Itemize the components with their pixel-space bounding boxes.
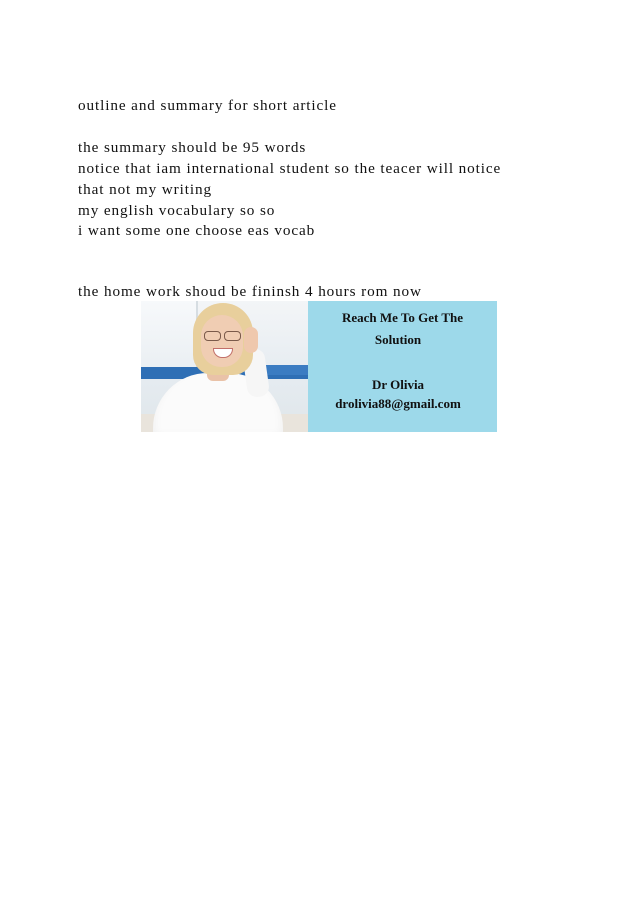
text-line-title: outline and summary for short article bbox=[78, 97, 337, 114]
text-line-international-student: notice that iam international student so the teacer will notice bbox=[78, 160, 502, 177]
contact-headline-line1: Reach Me To Get The bbox=[341, 310, 464, 325]
photo-hand bbox=[244, 327, 258, 353]
photo-board-right bbox=[261, 365, 308, 375]
tutor-photo bbox=[141, 301, 308, 432]
photo-window bbox=[141, 301, 198, 376]
text-line-deadline: the home work shoud be fininsh 4 hours rom now bbox=[78, 283, 422, 300]
text-line-summary-length: the summary should be 95 words bbox=[78, 139, 307, 156]
text-line-vocabulary: my english vocabulary so so bbox=[78, 202, 276, 219]
contact-headline-line2: Solution bbox=[374, 332, 422, 347]
text-line-easy-vocab: i want some one choose eas vocab bbox=[78, 222, 316, 239]
contact-card bbox=[308, 301, 497, 432]
glasses-icon bbox=[203, 331, 243, 340]
contact-email: drolivia88@gmail.com bbox=[335, 396, 461, 411]
contact-banner bbox=[141, 301, 497, 432]
photo-face bbox=[201, 315, 243, 367]
contact-name: Dr Olivia bbox=[371, 377, 425, 392]
text-line-not-my-writing: that not my writing bbox=[78, 181, 212, 198]
